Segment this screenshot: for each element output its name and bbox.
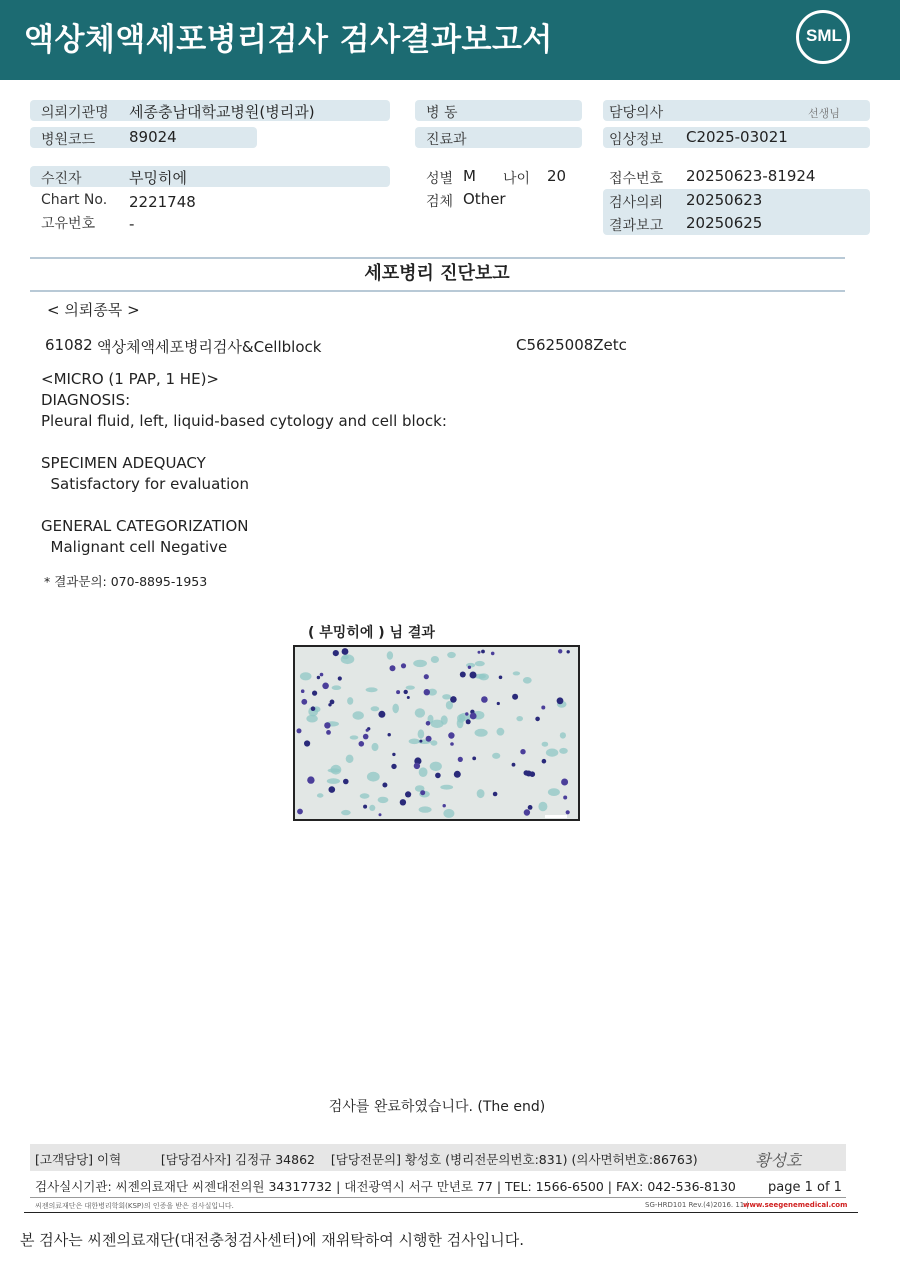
unique-no-value: - (129, 215, 135, 233)
sex-label: 성별 (426, 171, 454, 187)
doctor-label: 담당의사 (609, 105, 664, 121)
image-caption: ( 부밍히에 ) 님 결과 (308, 625, 435, 641)
receipt-value: 20250623-81924 (686, 167, 816, 185)
dept-label: 진료과 (426, 132, 467, 148)
footer-staff-line: [고객담당] 이혁 [담당검사자] 김정규 34862 [담당전문의] 황성호 (병리전문의번호:831) (의사면허번호:86763) (35, 1152, 698, 1167)
title-rule-bottom (30, 290, 845, 292)
report-section-title: 세포병리 진단보고 (364, 263, 510, 284)
report-line: Pleural fluid, left, liquid-based cytology and cell block: (41, 412, 447, 430)
age-label: 나이 (503, 171, 531, 187)
item-code: 61082 (45, 336, 93, 354)
hospital-code-label: 병원코드 (41, 132, 96, 148)
clinical-info-label: 임상정보 (609, 132, 664, 148)
age-value: 20 (547, 167, 567, 185)
page-bottom-rule (24, 1212, 858, 1213)
reported-label: 결과보고 (609, 218, 664, 234)
end-text: 검사를 완료하였습니다. (The end) (328, 1099, 546, 1115)
patient-field (30, 166, 390, 187)
sml-logo-text: SML (806, 26, 842, 45)
request-org-value: 세종충남대학교병원(병리과) (129, 103, 315, 121)
requested-label: 검사의뢰 (609, 195, 664, 211)
hospital-code-value: 89024 (129, 128, 177, 146)
receipt-label: 접수번호 (609, 171, 664, 187)
page-number: page 1 of 1 (768, 1180, 842, 1195)
contact-line: * 결과문의: 070-8895-1953 (44, 574, 208, 589)
cytology-cells-icon (295, 647, 578, 819)
reported-value: 20250625 (686, 214, 763, 232)
signature-icon: 황성호 (755, 1151, 802, 1170)
patient-label: 수진자 (41, 171, 82, 187)
chart-no-label: Chart No. (41, 192, 108, 208)
specimen-label: 검체 (426, 194, 454, 210)
item-name: 액상체액세포병리검사&Cellblock (97, 338, 322, 356)
report-line: SPECIMEN ADEQUACY (41, 454, 206, 472)
report-line: GENERAL CATEGORIZATION (41, 517, 249, 535)
unique-no-label: 고유번호 (41, 216, 96, 232)
report-line: Satisfactory for evaluation (41, 475, 249, 493)
item-ref: C5625008Zetc (516, 336, 627, 354)
report-line: <MICRO (1 PAP, 1 HE)> (41, 370, 219, 388)
outsourcing-note: 본 검사는 씨젠의료재단(대전충청검사센터)에 재위탁하여 시행한 검사입니다. (20, 1231, 524, 1249)
report-title: 액상체액세포병리검사 검사결과보고서 (24, 22, 553, 58)
footer-institution-line: 검사실시기관: 씨젠의료재단 씨젠대전의원 34317732 | 대전광역시 서구 만년로 77 | TEL: 1566-6500 | FAX: 042-536-8130 (35, 1179, 736, 1194)
patient-value: 부밍히에 (129, 169, 187, 187)
request-org-label: 의뢰기관명 (41, 105, 109, 121)
chart-no-value: 2221748 (129, 193, 196, 211)
clinical-info-value: C2025-03021 (686, 128, 788, 146)
footer-form-code: SG-HRD101 Rev.(4)2016. 11 | (645, 1201, 749, 1209)
ward-label: 병 동 (426, 105, 458, 121)
items-heading: < 의뢰종목 > (47, 301, 140, 319)
cytology-image (293, 645, 580, 821)
footer-fineprint: 씨젠의료재단은 대한병리학회(KSP)의 인증을 받은 검사실입니다. (35, 1202, 234, 1210)
doctor-suffix: 선생님 (808, 107, 840, 120)
report-line: DIAGNOSIS: (41, 391, 131, 409)
footer-website-link[interactable]: www.seegenemedical.com (743, 1201, 848, 1209)
report-line: Malignant cell Negative (41, 538, 228, 556)
sex-value: M (463, 167, 476, 185)
specimen-value: Other (463, 190, 506, 208)
footer-rule (30, 1197, 846, 1198)
requested-value: 20250623 (686, 191, 763, 209)
